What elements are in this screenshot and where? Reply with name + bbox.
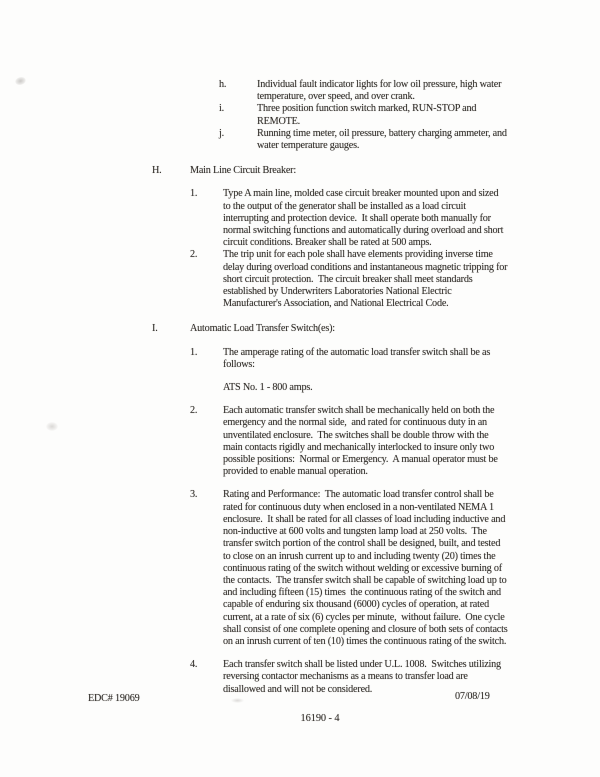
text-line: Each automatic transfer switch shall be mechanically held on both the [223,405,495,417]
text-line: temperature, over speed, and over crank. [257,91,415,103]
list-item [0,103,600,127]
paragraph [257,128,507,152]
text-line: Three position function switch marked, RUN-STOP and [257,103,477,115]
text-line: possible positions: Normal or Emergency. A manual operator must be [223,454,498,466]
text-line: short circuit protection. The circuit breaker shall meet standards [223,273,473,285]
text-line: to the output of the generator shall be installed as a load circuit [223,200,466,212]
text-line: Each transfer switch shall be listed under U.L. 1008. Switches utilizing [223,659,501,671]
list-marker: 1. [190,188,198,200]
text-line: REMOTE. [257,115,301,127]
text-line: transfer switch portion of the control shall be designed, built, and tested [223,538,501,550]
text-line: The trip unit for each pole shall have elements providing inverse time [223,249,493,261]
text-line: Main Line Circuit Breaker: [190,165,296,177]
scan-artifact [231,698,244,703]
text-line: Running time meter, oil pressure, battery charging ammeter, and [257,127,507,139]
text-line: non-inductive at 600 volts and tungsten lamp load at 250 volts. The [223,526,487,538]
paragraph [223,347,490,371]
footer-doc-number: EDC# 19069 [88,693,140,704]
text-line: continuous rating of the switch without welding or excessive burning of [223,562,502,574]
list-marker: 3. [190,489,198,501]
text-line: emergency and the normal side, and rated for continuous duty in an [223,417,487,429]
text-line: enclosure. It shall be rated for all classes of load including inductive and [223,513,506,525]
text-line: unventilated enclosure. The switches shall be double throw with the [223,429,489,441]
text-line: capable of enduring six thousand (6000) cycles of operation, at rated [223,599,489,611]
text-line: shall consist of one complete opening and closure of both sets of contacts [223,623,508,635]
text-line: Individual fault indicator lights for low oil pressure, high water [257,79,502,90]
list-item [0,382,600,394]
text-line: interrupting and protection device. It shall operate both manually for [223,212,491,224]
list-marker: 1. [190,346,198,358]
list-marker: 2. [190,405,198,417]
text-line: ATS No. 1 - 800 amps. [223,382,313,394]
text-line: provided to enable manual operation. [223,466,368,478]
list-item [0,347,600,371]
text-line: Type A main line, molded case circuit breaker mounted upon and sized [223,188,499,200]
list-item [0,249,600,310]
list-item [0,79,600,103]
paragraph [223,489,508,648]
text-line: Manufacturer's Association, and National Electrical Code. [223,298,449,310]
list-marker: H. [152,165,162,177]
text-line: and including fifteen (15) times the continuous rating of the switch and [223,587,501,599]
list-marker: 4. [190,659,198,671]
text-line: the contacts. The transfer switch shall be capable of switching load up to [223,574,507,586]
paragraph [223,405,498,478]
paragraph [190,165,296,177]
paragraph [223,382,312,394]
list-marker: i. [219,103,224,115]
text-line: rated for continuous duty when enclosed in a non-ventilated NEMA 1 [223,501,494,513]
text-line: reversing contactor mechanisms as a means to transfer load are [223,671,468,683]
list-marker: I. [152,323,158,335]
text-line: on an inrush current of ten (10) times the continuous rating of the switch. [223,635,507,647]
list-item [0,405,600,478]
text-line: delay during overload conditions and instantaneous magnetic tripping for [223,261,508,273]
section-heading [0,323,600,335]
list-marker: 2. [190,249,198,261]
footer-date: 07/08/19 [455,691,490,702]
paragraph [223,188,503,249]
text-line: Rating and Performance: The automatic load transfer control shall be [223,489,494,501]
list-item [0,489,600,648]
text-line: current, at a rate of six (6) cycles per minute, without failure. One cycle [223,611,505,623]
section-heading [0,165,600,177]
text-line: disallowed and will not be considered. [223,683,373,695]
list-marker: h. [219,79,227,90]
list-item [0,128,600,152]
paragraph [223,249,507,310]
text-line: follows: [223,358,255,370]
list-item [0,188,600,249]
text-line: normal switching functions and automatically during overload and short [223,225,504,237]
text-line: Automatic Load Transfer Switch(es): [190,323,335,335]
text-line: The amperage rating of the automatic load transfer switch shall be as [223,346,491,358]
text-line: established by Underwriters Laboratories National Electric [223,286,452,298]
paragraph [257,103,476,127]
text-line: to close on an inrush current up to and including twenty (20) times the [223,550,496,562]
list-marker: j. [219,127,224,139]
text-line: water temperature gauges. [257,140,360,152]
document-body [0,79,600,696]
paragraph [190,323,335,335]
text-line: main contacts rigidly and mechanically interlocked to insure only two [223,441,495,453]
list-item [0,659,600,696]
paragraph [257,79,501,103]
page-number: 16190 - 4 [300,713,340,724]
text-line: circuit conditions. Breaker shall be rated at 500 amps. [223,237,432,249]
